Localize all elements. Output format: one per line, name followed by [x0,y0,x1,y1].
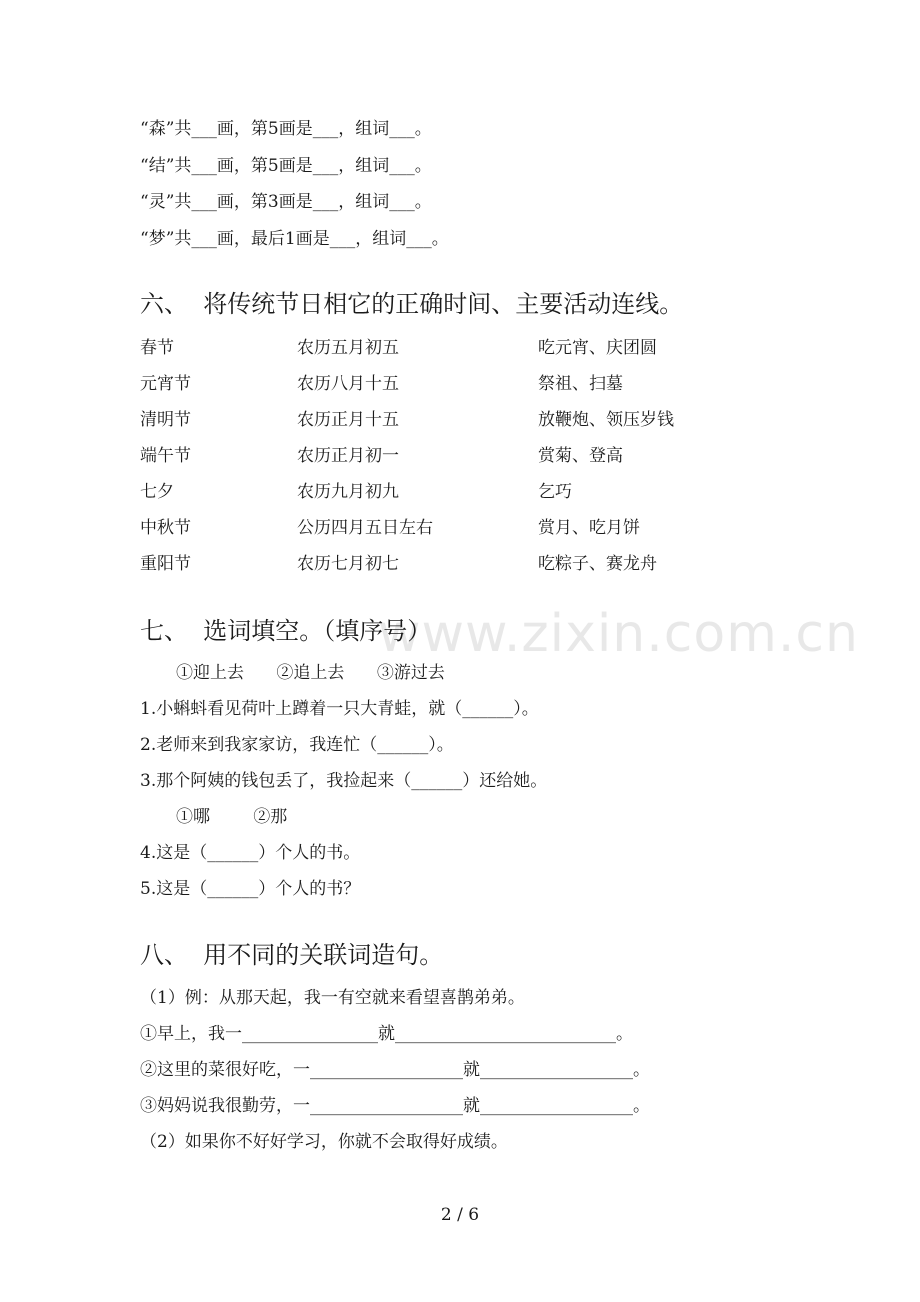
festival-name: 七夕 [140,482,174,502]
stroke-question-2: “结”共___画，第5画是___，组词___。 [140,156,432,176]
sentence-blank-3: ③妈妈说我很勤劳，一__________________就__________________。 [140,1096,650,1116]
festival-activity: 放鞭炮、领压岁钱 [538,410,674,430]
example-sentence-2: （2）如果你不好好学习，你就不会取得好成绩。 [140,1132,508,1152]
fill-question-4: 4.这是（______）个人的书。 [140,843,361,863]
watermark: www.zixin.com.cn [378,604,859,664]
festival-name: 元宵节 [140,374,191,394]
festival-date: 农历五月初五 [297,338,399,358]
festival-name: 中秋节 [140,518,191,538]
example-sentence-1: （1）例：从那天起，我一有空就来看望喜鹊弟弟。 [140,988,525,1008]
festival-name: 春节 [140,338,174,358]
stroke-question-4: “梦”共___画，最后1画是___，组词___。 [140,229,449,249]
fill-question-3: 3.那个阿姨的钱包丢了，我捡起来（______）还给她。 [140,771,548,791]
festival-activity: 赏菊、登高 [538,446,623,466]
page-number: 2 / 6 [440,1205,480,1225]
festival-name: 端午节 [140,446,191,466]
word-options-2: ①哪 ②那 [176,807,288,827]
festival-activity: 吃粽子、赛龙舟 [538,554,657,574]
festival-date: 农历八月十五 [297,374,399,394]
word-options-1: ①迎上去 ②追上去 ③游过去 [176,663,445,683]
festival-date: 农历九月初九 [297,482,399,502]
festival-activity: 赏月、吃月饼 [538,518,640,538]
festival-activity: 乞巧 [538,482,572,502]
sentence-blank-2: ②这里的菜很好吃，一__________________就__________________。 [140,1060,650,1080]
section-8-title: 八、 用不同的关联词造句。 [140,941,444,969]
festival-name: 重阳节 [140,554,191,574]
festival-date: 农历正月十五 [297,410,399,430]
festival-date: 农历正月初一 [297,446,399,466]
festival-activity: 祭祖、扫墓 [538,374,623,394]
stroke-question-3: “灵”共___画，第3画是___，组词___。 [140,192,432,212]
fill-question-2: 2.老师来到我家家访，我连忙（______）。 [140,735,454,755]
stroke-question-1: “森”共___画，第5画是___，组词___。 [140,119,432,139]
fill-question-5: 5.这是（______）个人的书？ [140,879,361,899]
fill-question-1: 1.小蝌蚪看见荷叶上蹲着一只大青蛙，就（______）。 [140,699,539,719]
festival-name: 清明节 [140,410,191,430]
festival-activity: 吃元宵、庆团圆 [538,338,657,358]
section-7-title: 七、 选词填空。（填序号） [140,617,432,645]
festival-date: 农历七月初七 [297,554,399,574]
sentence-blank-1: ①早上，我一________________就__________________________。 [140,1024,633,1044]
section-6-title: 六、 将传统节日相它的正确时间、主要活动连线。 [140,290,684,318]
festival-date: 公历四月五日左右 [297,518,433,538]
